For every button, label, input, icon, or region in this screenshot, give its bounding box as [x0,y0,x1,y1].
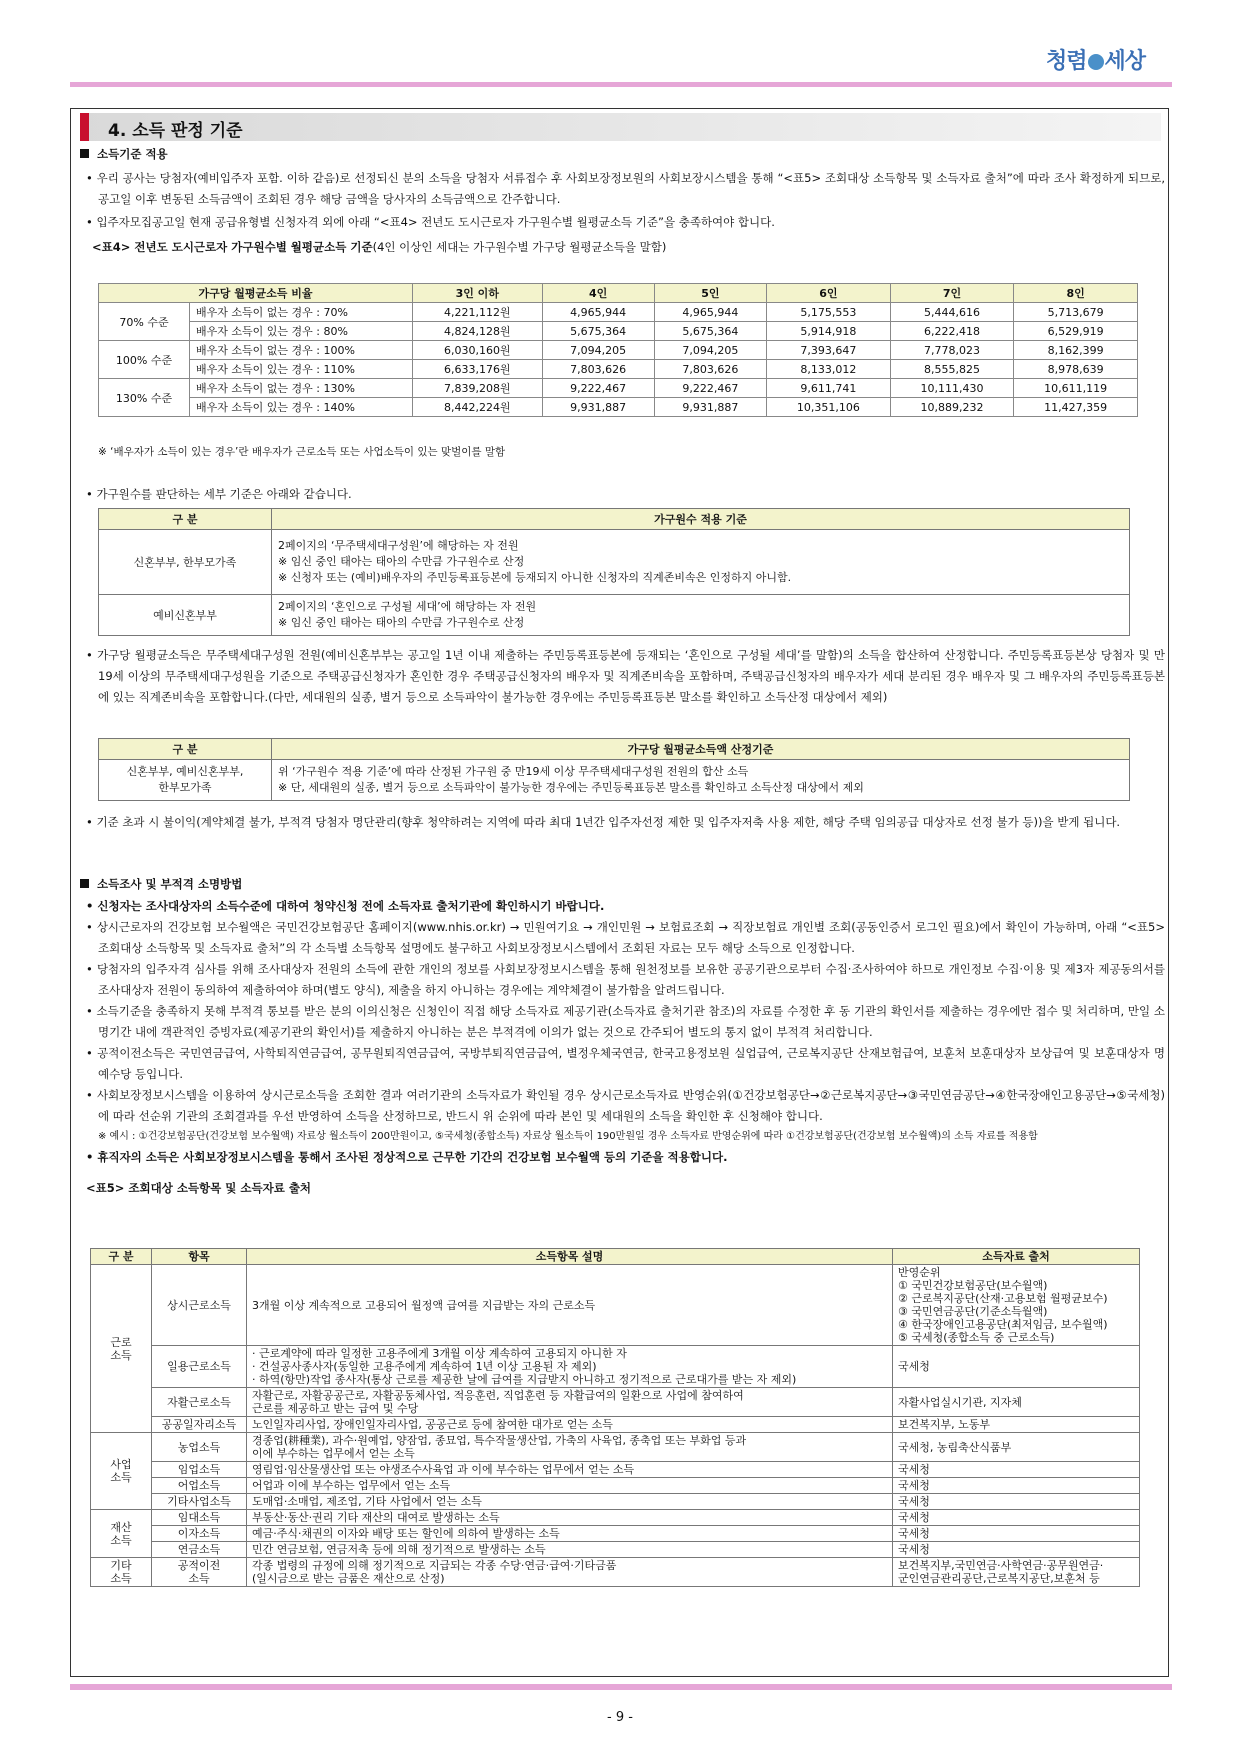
table-cell [272,530,1130,595]
desc-cell: · 근로계약에 따라 일정한 고용주에게 3개월 이상 계속하여 고용되지 아니한 자 · 건설공사종사자(동일한 고용주에게 계속하여 1년 이상 고용된 자 제외) · 하역(항만)작업 종사자(통상 근로를 제공한 날에 급여를 지급받지 아니하고 정기적으로 근로대가를 받는 자 제외) [247,1346,893,1388]
table-header-cell: 6인 [767,284,891,303]
value-cell: 4,221,112원 [413,303,543,322]
value-cell: 4,965,944 [654,303,766,322]
source-cell: 국세청 [893,1494,1140,1510]
table-row [99,322,1138,341]
value-cell: 7,393,647 [767,341,891,360]
value-cell: 6,030,160원 [413,341,543,360]
value-cell: 8,978,639 [1014,360,1138,379]
table-cell: 신혼부부, 예비신혼부부, 한부모가족 [99,760,272,801]
example-note: ※ 예시 : ①건강보험공단(건강보험 보수월액) 자료상 월소득이 200만원이고, ⑤국세청(종합소득) 자료상 월소득이 190만원일 경우 소득자료 반영순위에 따라 ①건강보험공단(건강보험 보수월액)의 소득 자료를 적용함 [98,1131,1038,1142]
condition-cell: 배우자 소득이 없는 경우 : 130% [190,379,413,398]
table-header-row [91,1249,1140,1265]
item-cell: 자활근로소득 [152,1388,247,1417]
source-cell: 국세청, 농림축산식품부 [893,1433,1140,1462]
table-row [99,530,1130,595]
value-cell: 5,444,616 [890,303,1014,322]
item-cell: 기타사업소득 [152,1494,247,1510]
table-cell: 신혼부부, 한부모가족 [99,530,272,595]
value-cell: 9,222,467 [542,379,654,398]
value-cell: 10,351,106 [767,398,891,417]
value-cell: 8,162,399 [1014,341,1138,360]
item-cell: 이자소득 [152,1526,247,1542]
value-cell: 7,094,205 [542,341,654,360]
desc-cell: 예금·주식·채권의 이자와 배당 또는 할인에 의하여 발생하는 소득 [247,1526,893,1542]
paragraph: • 입주자모집공고일 현재 공급유형별 신청자격 외에 아래 “<표4> 전년도 도시근로자 가구원수별 월평균소득 기준”을 충족하여야 합니다. [86,215,775,229]
desc-cell: 자활근로, 자활공공근로, 자활공동체사업, 적응훈련, 직업훈련 등 자활급여의 일환으로 사업에 참여하여 근로를 제공하고 받는 급여 및 수당 [247,1388,893,1417]
criteria-line: ※ 단, 세대원의 실종, 별거 등으로 소득파악이 불가능한 경우에는 주민등록표등본 말소를 확인하고 소득산정 대상에서 제외 [278,781,864,794]
table-header-row [99,284,1138,303]
source-cell: 보건복지부, 노동부 [893,1417,1140,1433]
source-cell: 국세청 [893,1346,1140,1388]
table-cell: 예비신혼부부 [99,595,272,636]
value-cell: 7,839,208원 [413,379,543,398]
table-row [91,1494,1140,1510]
value-cell: 5,675,364 [542,322,654,341]
value-cell: 7,778,023 [890,341,1014,360]
table-row [91,1265,1140,1346]
source-cell: 보건복지부,국민연금·사학연금·공무원연금· 군인연금관리공단,근로복지공단,보훈처 등 [893,1558,1140,1587]
logo: 청렴 세상 [1046,49,1146,74]
item-cell: 임업소득 [152,1462,247,1478]
table4-caption: <표4> 전년도 도시근로자 가구원수별 월평균소득 기준(4인 이상인 세대는 가구원수별 가구당 월평균소득을 말함) [92,240,667,254]
table-row [99,760,1130,801]
criteria-line: ※ 임신 중인 태아는 태아의 수만큼 가구원수로 산정 [278,616,525,629]
desc-cell: 각종 법령의 규정에 의해 정기적으로 지급되는 각종 수당·연금·급여·기타금품 (일시금으로 받는 금품은 재산으로 산정) [247,1558,893,1587]
criteria-line: 2페이지의 ‘혼인으로 구성될 세대’에 해당하는 자 전원 [278,600,537,613]
value-cell: 7,803,626 [654,360,766,379]
table-header-cell: 가구당 월평균소득액 산정기준 [272,739,1130,760]
desc-cell: 노인일자리사업, 장애인일자리사업, 공공근로 등에 참여한 대가로 얻는 소득 [247,1417,893,1433]
value-cell: 5,713,679 [1014,303,1138,322]
condition-cell: 배우자 소득이 있는 경우 : 80% [190,322,413,341]
source-cell: 국세청 [893,1478,1140,1494]
section-title: 4. 소득 판정 기준 [108,121,243,141]
table-header-cell: 7인 [890,284,1014,303]
paragraph: • 기준 초과 시 불이익(계약체결 불가, 부적격 당첨자 명단관리(향후 청약하려는 지역에 따라 최대 1년간 입주자선정 제한 및 입주자저축 사용 제한, 해당 주택 임의공급 대상자로 선정 불가 등))을 받게 됩니다. [86,815,1121,829]
table-header-cell: 구 분 [99,739,272,760]
table-row [91,1478,1140,1494]
section-heading: 소득기준 적용 [80,146,1165,162]
category-cell: 재산 소득 [91,1510,152,1558]
table-header-row [99,509,1130,530]
desc-cell: 영림업·임산물생산업 또는 야생조수사육업 과 이에 부수하는 업무에서 얻는 소득 [247,1462,893,1478]
title-marker [80,113,89,141]
item-cell: 연금소득 [152,1542,247,1558]
source-cell: 국세청 [893,1462,1140,1478]
level-cell: 100% 수준 [99,341,190,379]
source-cell: 자활사업실시기관, 지자체 [893,1388,1140,1417]
value-cell: 11,427,359 [1014,398,1138,417]
table-cell [272,595,1130,636]
item-cell: 농업소득 [152,1433,247,1462]
table-row [99,303,1138,322]
value-cell: 4,824,128원 [413,322,543,341]
income-standard-table [98,283,1138,417]
paragraph: • 사회보장정보시스템을 이용하여 상시근로소득을 조회한 결과 여러기관의 소득자료가 확인될 경우 상시근로소득자료 반영순위(①건강보험공단→②근로복지공단→③국민연금공단→④한국장애인고용공단→⑤국세청)에 따라 선순위 기관의 조회결과를 우선 반영하여 소득을 산정하므로, 반드시 위 순위에 따라 본인 및 세대원의 소득을 확인한 후 신청해야 합니다. [86,1088,1165,1123]
table-header-cell: 8인 [1014,284,1138,303]
value-cell: 9,931,887 [654,398,766,417]
income-calc-table [98,738,1130,801]
value-cell: 8,555,825 [890,360,1014,379]
table-row [91,1388,1140,1417]
category-cell: 근로 소득 [91,1265,152,1433]
value-cell: 7,803,626 [542,360,654,379]
desc-cell: 경종업(耕種業), 과수·원예업, 양잠업, 종묘업, 특수작물생산업, 가축의 사육업, 종축업 또는 부화업 등과 이에 부수하는 업무에서 얻는 소득 [247,1433,893,1462]
criteria-line: 위 ‘가구원수 적용 기준’에 따라 산정된 가구원 중 만19세 이상 무주택세대구성원 전원의 합산 소득 [278,765,749,778]
item-cell: 어업소득 [152,1478,247,1494]
value-cell: 5,175,553 [767,303,891,322]
table-header-cell: 소득항목 설명 [247,1249,893,1265]
value-cell: 10,611,119 [1014,379,1138,398]
value-cell: 9,222,467 [654,379,766,398]
category-cell: 사업 소득 [91,1433,152,1510]
table-header-cell: 가구원수 적용 기준 [272,509,1130,530]
value-cell: 4,965,944 [542,303,654,322]
value-cell: 6,529,919 [1014,322,1138,341]
section-title-bar [80,113,1161,141]
table-row [91,1433,1140,1462]
source-cell: 국세청 [893,1510,1140,1526]
condition-cell: 배우자 소득이 없는 경우 : 100% [190,341,413,360]
value-cell: 8,442,224원 [413,398,543,417]
square-bullet-icon [80,879,89,888]
item-cell: 공적이전 소득 [152,1558,247,1587]
item-cell: 임대소득 [152,1510,247,1526]
table-row [91,1558,1140,1587]
table-row [99,379,1138,398]
table-header-cell: 소득자료 출처 [893,1249,1140,1265]
desc-cell: 3개월 이상 계속적으로 고용되어 월정액 급여를 지급받는 자의 근로소득 [247,1265,893,1346]
value-cell: 5,675,364 [654,322,766,341]
income-standard-section [80,146,1165,255]
logo-globe-icon [1088,54,1104,70]
value-cell: 6,222,418 [890,322,1014,341]
value-cell: 9,611,741 [767,379,891,398]
page-number: - 9 - [607,1710,633,1725]
desc-cell: 어업과 이에 부수하는 업무에서 얻는 소득 [247,1478,893,1494]
item-cell: 상시근로소득 [152,1265,247,1346]
source-cell: 반영순위 ① 국민건강보험공단(보수월액) ② 근로복지공단(산재·고용보험 월평균보수) ③ 국민연금공단(기준소득월액) ④ 한국장애인고용공단(최저임금, 보수월액) ⑤ 국세청(종합소득 중 근로소득) [893,1265,1140,1346]
paragraph: • 가구당 월평균소득은 무주택세대구성원 전원(예비신혼부부는 공고일 1년 이내 제출하는 주민등록표등본에 등재되는 ‘혼인으로 구성될 세대’를 말함)의 소득을 합산하여 산정합니다. 주민등록표등본상 당첨자 및 만19세 이상의 무주택세대구성원을 기준으로 주택공급신청자가 혼인한 경우 주택공급신청자의 배우자 및 직계존비속을 포함하며, 주택공급신청자의 배우자가 세대 분리된 경우 배우자 및 그 배우자의 주민등록표등본에 있는 직계존비속을 포함합니다.(다만, 세대원의 실종, 별거 등으로 소득파악이 불가능한 경우에는 주민등록표등본 말소를 확인하고 소득산정 대상에서 제외) [86,648,1165,704]
value-cell: 8,133,012 [767,360,891,379]
table-header-cell: 4인 [542,284,654,303]
criteria-line: ※ 신청자 또는 (예비)배우자의 주민등록표등본에 등재되지 아니한 신청자의 직계존비속은 인정하지 아니함. [278,571,792,584]
square-bullet-icon [80,149,89,158]
desc-cell: 부동산·동산·권리 기타 재산의 대여로 발생하는 소득 [247,1510,893,1526]
table-header-cell: 구 분 [91,1249,152,1265]
paragraph: • 소득기준을 충족하지 못해 부적격 통보를 받은 분의 이의신청은 신청인이 직접 해당 소득자료 제공기관(소득자료 출처기관 참조)의 자료를 수정한 후 동 기관의 확인서를 제출하는 경우에만 접수 및 처리하며, 만일 소명기간 내에 객관적인 증빙자료(제공기관의 확인서)를 제출하지 아니하는 분은 부적격에 이의가 없는 것으로 간주되어 별도의 통지 없이 부적격 처리합니다. [86,1004,1165,1039]
paragraph: • 상시근로자의 건강보험 보수월액은 국민건강보험공단 홈페이지(www.nhis.or.kr) → 민원여기요 → 개인민원 → 보험료조회 → 직장보험료 개인별 조회(공동인증서 로그인 필요)에서 확인이 가능하며, 아래 “<표5> 조회대상 소득항목 및 소득자료 출처”의 각 소득별 소득항목 설명에도 불구하고 사회보장정보시스템에서 조회된 자료는 모두 해당 소득으로 인정합니다. [86,920,1165,955]
item-cell: 일용근로소득 [152,1346,247,1388]
paragraph: • 가구원수를 판단하는 세부 기준은 아래와 같습니다. [86,487,352,501]
paragraph: • 공적이전소득은 국민연금급여, 사학퇴직연금급여, 공무원퇴직연금급여, 국방부퇴직연금급여, 별정우체국연금, 한국고용정보원 실업급여, 근로복지공단 산재보험급여, 보훈처 보훈대상자 보상급여 및 보훈대상자 명예수당 등입니다. [86,1046,1165,1081]
table-header-cell: 가구당 월평균소득 비율 [99,284,413,303]
bottom-divider [70,1684,1172,1690]
item-cell: 공공일자리소득 [152,1417,247,1433]
section-heading: 소득조사 및 부적격 소명방법 [80,876,1165,892]
source-cell: 국세청 [893,1542,1140,1558]
condition-cell: 배우자 소득이 있는 경우 : 110% [190,360,413,379]
income-check-section [80,876,1165,1196]
value-cell: 6,633,176원 [413,360,543,379]
table-header-cell: 구 분 [99,509,272,530]
paragraph: • 우리 공사는 당첨자(예비입주자 포함. 이하 같음)로 선정되신 분의 소득을 당첨자 서류접수 후 사회보장정보원의 사회보장시스템을 통해 “<표5> 조회대상 소득항목 및 소득자료 출처”에 따라 조사 확정하게 되므로, 공고일 이후 변동된 소득금액이 조회된 경우 해당 금액을 당사자의 소득금액으로 간주합니다. [86,171,1165,206]
criteria-line: 2페이지의 ‘무주택세대구성원’에 해당하는 자 전원 [278,539,519,552]
level-cell: 130% 수준 [99,379,190,417]
desc-cell: 민간 연금보험, 연금저축 등에 의해 정기적으로 발생하는 소득 [247,1542,893,1558]
level-cell: 70% 수준 [99,303,190,341]
table-row [91,1462,1140,1478]
table-header-cell: 항목 [152,1249,247,1265]
top-divider [70,82,1172,87]
table-cell [272,760,1130,801]
criteria-line: ※ 임신 중인 태아는 태아의 수만큼 가구원수로 산정 [278,555,525,568]
table-row [91,1417,1140,1433]
condition-cell: 배우자 소득이 없는 경우 : 70% [190,303,413,322]
value-cell: 7,094,205 [654,341,766,360]
table-row [99,341,1138,360]
table-row [99,398,1138,417]
value-cell: 9,931,887 [542,398,654,417]
table5-caption: <표5> 조회대상 소득항목 및 소득자료 출처 [86,1181,312,1195]
desc-cell: 도매업·소매업, 제조업, 기타 사업에서 얻는 소득 [247,1494,893,1510]
table-row [99,595,1130,636]
income-source-table [90,1248,1140,1587]
table-row [91,1346,1140,1388]
table-row [91,1542,1140,1558]
source-cell: 국세청 [893,1526,1140,1542]
value-cell: 5,914,918 [767,322,891,341]
condition-cell: 배우자 소득이 있는 경우 : 140% [190,398,413,417]
table-header-cell: 5인 [654,284,766,303]
table-row [99,360,1138,379]
paragraph: • 신청자는 조사대상자의 소득수준에 대하여 청약신청 전에 소득자료 출처기관에 확인하시기 바랍니다. [86,899,605,913]
table-row [91,1526,1140,1542]
paragraph: • 휴직자의 소득은 사회보장정보시스템을 통해서 조사된 정상적으로 근무한 기간의 건강보험 보수월액 등의 기준을 적용합니다. [86,1150,728,1164]
income-sum-section [80,645,1165,708]
table-header-cell: 3인 이하 [413,284,543,303]
category-cell: 기타 소득 [91,1558,152,1587]
table-row [91,1510,1140,1526]
value-cell: 10,889,232 [890,398,1014,417]
table-header-row [99,739,1130,760]
paragraph: • 당첨자의 입주자격 심사를 위해 조사대상자 전원의 소득에 관한 개인의 정보를 사회보장정보시스템을 통해 원천정보를 보유한 공공기관으로부터 수집·조사하여야 하므로 개인정보 수집·이용 및 제3자 제공동의서를 조사대상자 전원이 동의하여 제출하여야 하며(별도 양식), 제출을 하지 아니하는 경우에는 계약체결이 불가함을 알려드립니다. [86,962,1165,997]
value-cell: 10,111,430 [890,379,1014,398]
household-section [80,484,1165,505]
table4-note: ※ ‘배우자가 소득이 있는 경우’란 배우자가 근로소득 또는 사업소득이 있는 맞벌이를 말함 [98,446,506,458]
penalty-section [80,812,1165,833]
household-criteria-table [98,508,1130,636]
